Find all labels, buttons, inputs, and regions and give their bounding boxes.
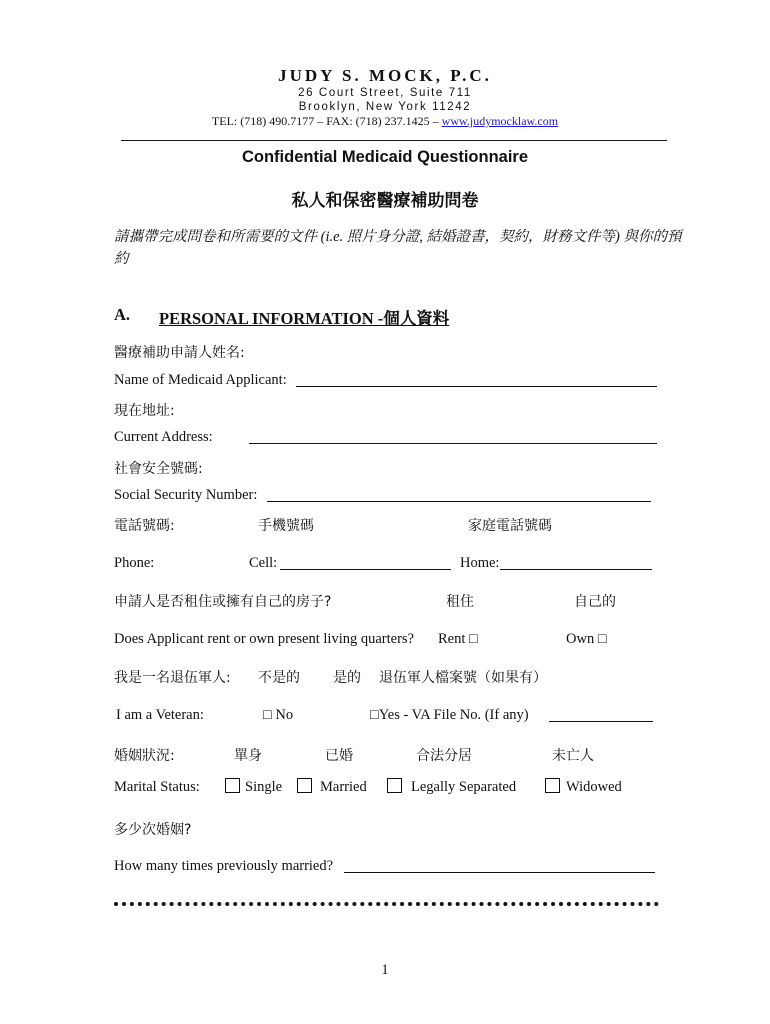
va-file-input-line[interactable]	[549, 721, 653, 722]
veteran-yes-checkbox[interactable]: □Yes - VA File No. (If any)	[370, 707, 529, 723]
married-label: Married	[320, 779, 367, 795]
address-label-zh: 現在地址:	[114, 403, 175, 419]
section-letter: A.	[114, 305, 131, 324]
intro-instructions: 請攜帶完成問卷和所需要的文件 (i.e. 照片身分證, 結婚證書，契約，財務文件等) 與你的預約	[114, 229, 682, 267]
separated-label-zh: 合法分居	[416, 748, 472, 764]
rent-label-zh: 租住	[446, 594, 474, 610]
own-checkbox[interactable]: Own □	[566, 631, 607, 647]
cell-label: Cell:	[249, 555, 278, 571]
veteran-yes-zh: 是的	[333, 670, 361, 686]
header-divider	[121, 140, 667, 141]
dotted-separator	[114, 902, 659, 906]
veteran-file-zh: 退伍軍人檔案號（如果有）	[379, 670, 547, 686]
housing-label-zh: 申請人是否租住或擁有自己的房子?	[114, 594, 332, 610]
address-line-1: 26 Court Street, Suite 711	[298, 87, 472, 99]
single-checkbox[interactable]	[225, 778, 240, 793]
phone-label: Phone:	[114, 555, 155, 571]
married-checkbox[interactable]	[297, 778, 312, 793]
widowed-checkbox[interactable]	[545, 778, 560, 793]
section-title: PERSONAL INFORMATION -個人資料	[159, 309, 450, 328]
veteran-no-checkbox[interactable]: □ No	[263, 707, 294, 723]
home-label-zh: 家庭電話號碼	[468, 518, 552, 534]
document-title: Confidential Medicaid Questionnaire	[241, 148, 529, 166]
single-label: Single	[245, 779, 283, 795]
home-label: Home:	[460, 555, 500, 571]
veteran-no-zh: 不是的	[258, 670, 300, 686]
times-married-label-zh: 多少次婚姻?	[114, 822, 192, 838]
cell-input-line[interactable]	[280, 569, 451, 570]
contact-phone-fax: TEL: (718) 490.7177 – FAX: (718) 237.1425 –	[211, 114, 442, 128]
times-married-label: How many times previously married?	[114, 858, 334, 874]
married-label-zh: 已婚	[325, 748, 353, 764]
phone-label-zh: 電話號碼:	[114, 518, 175, 534]
firm-name: JUDY S. MOCK, P.C.	[278, 66, 492, 85]
single-label-zh: 單身	[234, 748, 262, 764]
veteran-label-zh: 我是一名退伍軍人:	[114, 670, 231, 686]
separated-checkbox[interactable]	[387, 778, 402, 793]
marital-label-zh: 婚姻狀況:	[114, 748, 175, 764]
page-number: 1	[381, 962, 389, 978]
home-input-line[interactable]	[500, 569, 652, 570]
ssn-label: Social Security Number:	[114, 487, 258, 503]
housing-label: Does Applicant rent or own present living quarters?	[114, 631, 414, 647]
rent-checkbox[interactable]: Rent □	[438, 631, 478, 647]
address-line-2: Brooklyn, New York 11242	[298, 101, 472, 113]
name-input-line[interactable]	[296, 386, 657, 387]
address-input-line[interactable]	[249, 443, 657, 444]
separated-label: Legally Separated	[411, 779, 517, 795]
cell-label-zh: 手機號碼	[258, 518, 314, 534]
ssn-input-line[interactable]	[267, 501, 651, 502]
ssn-label-zh: 社會安全號碼:	[114, 461, 203, 477]
name-label-zh: 醫療補助申請人姓名:	[114, 345, 245, 361]
contact-line	[0, 114, 770, 129]
times-married-input-line[interactable]	[344, 872, 655, 873]
marital-label: Marital Status:	[114, 779, 200, 795]
veteran-label: I am a Veteran:	[116, 707, 204, 723]
address-label: Current Address:	[114, 429, 213, 445]
name-label: Name of Medicaid Applicant:	[114, 372, 287, 388]
widowed-label-zh: 未亡人	[552, 748, 594, 764]
widowed-label: Widowed	[566, 779, 622, 795]
website-link[interactable]: www.judymocklaw.com	[441, 114, 559, 128]
own-label-zh: 自己的	[574, 594, 616, 610]
document-title-chinese: 私人和保密醫療補助問卷	[291, 191, 479, 211]
